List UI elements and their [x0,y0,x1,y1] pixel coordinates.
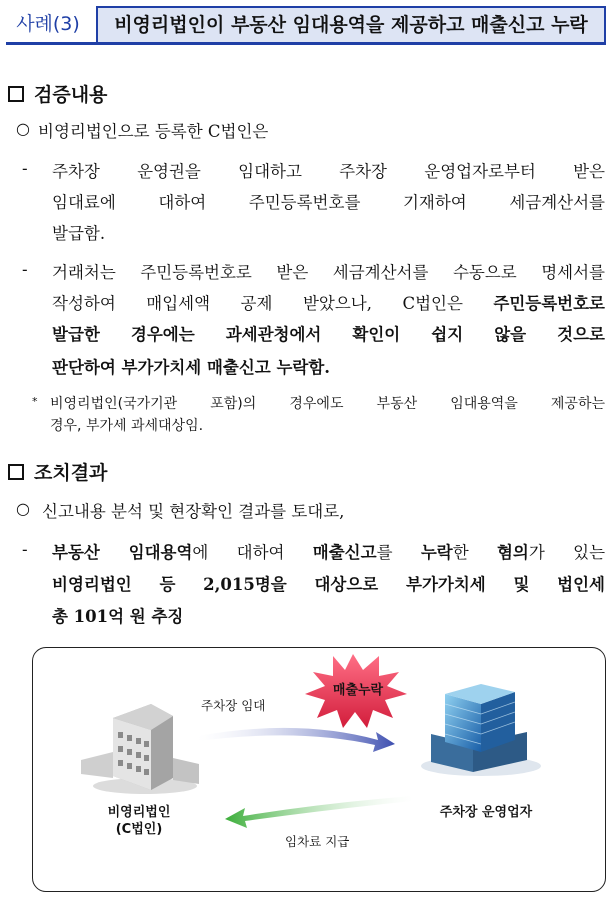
item1-line3: 발급함. [52,224,106,243]
result-emph-1: 부동산 임대용역 [52,543,193,562]
right-entity-label: 주차장 운영업자 [439,805,533,820]
result-emph-4: 혐의 [496,543,529,562]
dash-bullet: - [22,540,28,559]
circle-bullet-icon: ○ [16,119,30,138]
section2-lead: 신고내용 분석 및 현장확인 결과를 토대로, [42,502,345,521]
square-bullet-icon [8,86,24,102]
burst-label: 매출누락 [332,683,384,698]
item2-line3: 발급한 경우에는 과세관청에서 확인이 쉽지 않을 것으로 [52,325,605,344]
result-line3: 총 101억 원 추징 [52,607,184,626]
section-heading-verification: 검증내용 [8,80,107,107]
section1-lead: 비영리법인으로 등록한 C법인은 [38,122,269,141]
item1-line1: 주차장 운영권을 임대하고 주차장 운영업자로부터 받은 [52,162,605,181]
header-underline [6,42,606,45]
header [6,6,606,46]
left-entity-label: 비영리법인 (C법인) [107,805,171,837]
item1-line2: 임대료에 대하여 주민등록번호를 기재하여 세금계산서를 [52,193,605,212]
result-emph-2: 매출신고 [312,543,377,562]
skyscraper-icon [421,684,541,776]
item2-line2b: 주민등록번호로 [493,294,605,313]
transaction-diagram [32,647,606,892]
section-heading-result: 조치결과 [8,458,107,485]
item2-line2a: 작성하여 매입세액 공제 받았으나, C법인은 [52,294,494,313]
note-line1: 비영리법인(국가기관 포함)의 경우에도 부동산 임대용역을 제공하는 [50,396,605,412]
dash-bullet: - [22,159,28,178]
top-arrow-label: 주차장 임대 [201,698,266,713]
item2-line4: 판단하여 부가가치세 매출신고 누락함. [52,358,331,377]
item2-line1: 거래처는 주민등록번호로 받은 세금계산서를 수동으로 명세서를 [52,263,605,282]
office-building-icon [81,704,199,794]
circle-bullet-icon: ○ [16,499,30,518]
note-line2: 경우, 부가세 과세대상임. [50,418,204,434]
arrow-left-icon [225,796,413,828]
dash-bullet: - [22,260,28,279]
asterisk-icon: * [32,395,38,408]
arrow-right-icon [198,728,395,752]
square-bullet-icon [8,464,24,480]
bottom-arrow-label: 임차료 지급 [285,834,350,849]
result-line2: 비영리법인 등 2,015명을 대상으로 부가가치세 및 법인세 [52,575,605,594]
page-title: 비영리법인이 부동산 임대용역을 제공하고 매출신고 누락 [96,6,606,42]
case-label: 사례(3) [16,13,80,35]
result-emph-3: 누락 [420,543,453,562]
